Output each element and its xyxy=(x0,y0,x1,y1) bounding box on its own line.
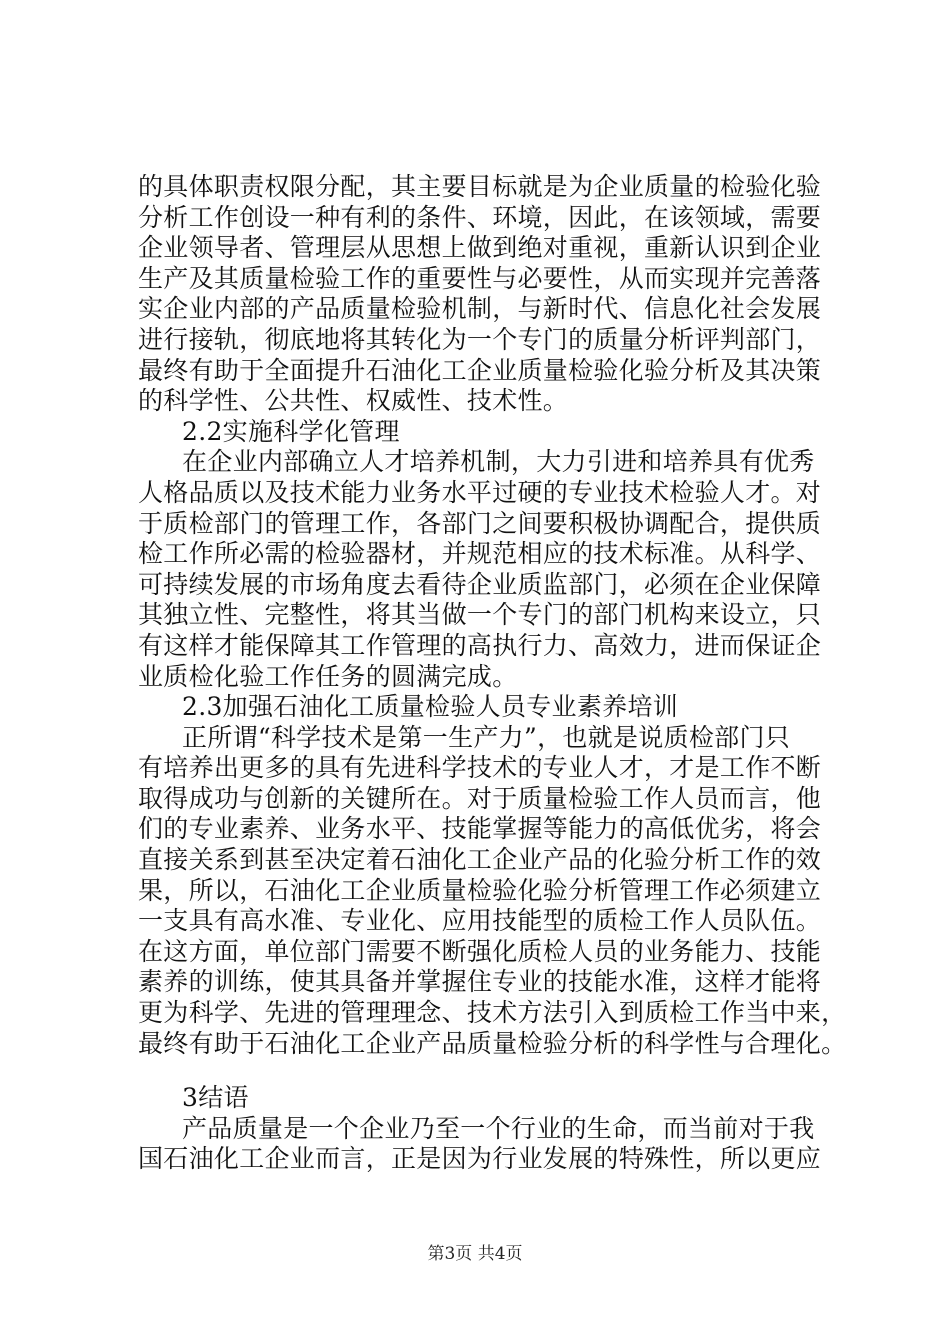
section-heading-2-2: 2.2实施科学化管理 xyxy=(182,416,400,446)
text-line: 正所谓“科学技术是第一生产力”，也就是说质检部门只 xyxy=(182,722,791,752)
text-line: 在企业内部确立人才培养机制，大力引进和培养具有优秀 xyxy=(182,447,815,477)
paragraph-spacer xyxy=(138,1059,858,1083)
document-body xyxy=(138,172,858,1175)
text-line: 实企业内部的产品质量检验机制，与新时代、信息化社会发展 xyxy=(138,294,822,324)
text-line: 直接关系到甚至决定着石油化工企业产品的化验分析工作的效 xyxy=(138,845,822,875)
text-line: 有培养出更多的具有先进科学技术的专业人才，才是工作不断 xyxy=(138,753,822,783)
text-line: 素养的训练，使其具备并掌握住专业的技能水准，这样才能将 xyxy=(138,967,822,997)
text-line: 业质检化验工作任务的圆满完成。 xyxy=(138,661,518,691)
paragraph-staff-training xyxy=(138,723,858,1060)
text-line: 于质检部门的管理工作，各部门之间要积极协调配合，提供质 xyxy=(138,508,822,538)
text-line: 可持续发展的市场角度去看待企业质监部门，必须在企业保障 xyxy=(138,569,822,599)
section-heading-3: 3结语 xyxy=(182,1083,249,1113)
text-line: 果，所以，石油化工企业质量检验化验分析管理工作必须建立 xyxy=(138,875,822,905)
text-line: 更为科学、先进的管理理念、技术方法引入到质检工作当中来， xyxy=(138,998,847,1028)
paragraph-conclusion xyxy=(138,1114,858,1175)
text-line: 最终有助于全面提升石油化工企业质量检验化验分析及其决策 xyxy=(138,355,822,385)
text-line: 分析工作创设一种有利的条件、环境，因此，在该领域，需要 xyxy=(138,202,822,232)
text-line: 进行接轨，彻底地将其转化为一个专门的质量分析评判部门， xyxy=(138,324,822,354)
text-line: 最终有助于石油化工企业产品质量检验分析的科学性与合理化。 xyxy=(138,1028,847,1058)
text-line: 取得成功与创新的关键所在。对于质量检验工作人员而言，他 xyxy=(138,783,822,813)
paragraph-scientific-management xyxy=(138,447,858,692)
text-line: 其独立性、完整性，将其当做一个专门的部门机构来设立，只 xyxy=(138,600,822,630)
text-line: 生产及其质量检验工作的重要性与必要性，从而实现并完善落 xyxy=(138,263,822,293)
page-number-footer: 第3页 共4页 xyxy=(427,1244,523,1264)
text-line: 们的专业素养、业务水平、技能掌握等能力的高低优劣，将会 xyxy=(138,814,822,844)
paragraph-responsibility xyxy=(138,172,858,417)
text-line: 有这样才能保障其工作管理的高执行力、高效力，进而保证企 xyxy=(138,630,822,660)
text-line: 的具体职责权限分配，其主要目标就是为企业质量的检验化验 xyxy=(138,172,822,201)
text-line: 企业领导者、管理层从思想上做到绝对重视，重新认识到企业 xyxy=(138,233,822,263)
text-line: 产品质量是一个企业乃至一个行业的生命，而当前对于我 xyxy=(182,1113,815,1143)
text-line: 人格品质以及技术能力业务水平过硬的专业技术检验人才。对 xyxy=(138,477,822,507)
section-heading-2-3: 2.3加强石油化工质量检验人员专业素养培训 xyxy=(182,692,679,722)
text-line: 在这方面，单位部门需要不断强化质检人员的业务能力、技能 xyxy=(138,936,822,966)
text-line: 检工作所必需的检验器材，并规范相应的技术标准。从科学、 xyxy=(138,539,822,569)
text-line: 国石油化工企业而言，正是因为行业发展的特殊性，所以更应 xyxy=(138,1144,822,1174)
text-line: 的科学性、公共性、权威性、技术性。 xyxy=(138,386,569,416)
text-line: 一支具有高水准、专业化、应用技能型的质检工作人员队伍。 xyxy=(138,906,822,936)
